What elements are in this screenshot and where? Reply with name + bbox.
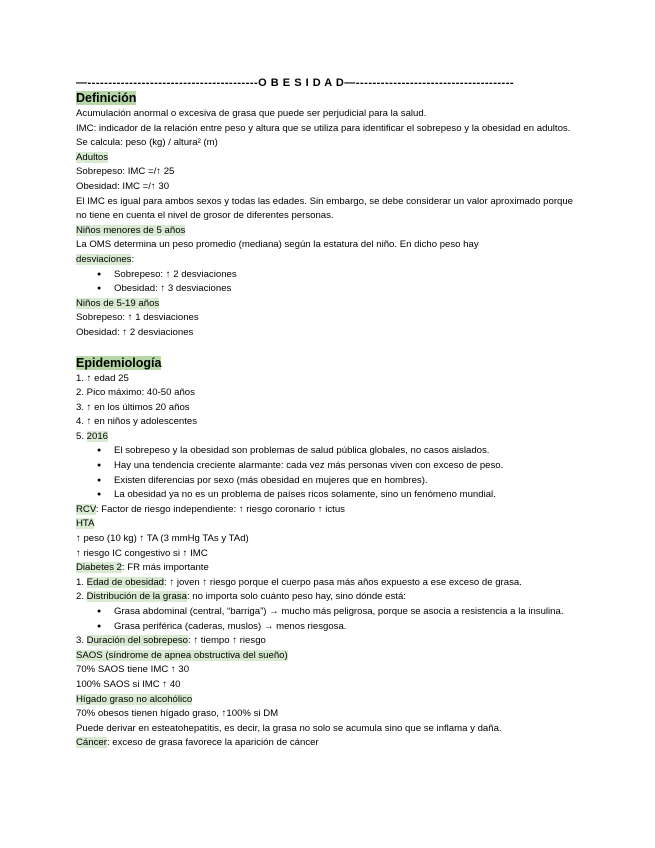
subheading-saos: SAOS (síndrome de apnea obstructiva del sueño): [76, 649, 288, 661]
list-item: 5. 2016: [76, 430, 109, 442]
highlight-distribucion-grasa: Distribución de la grasa: [86, 591, 187, 603]
subheading-adultos: Adultos: [76, 151, 108, 163]
list-item: ● Hay una tendencia creciente alarmante: cada vez más personas viven con exceso de peso.: [114, 459, 581, 474]
subheading-hta: HTA: [76, 518, 95, 530]
paragraph-imc: IMC: indicador de la relación entre peso y altura que se utiliza para identificar el sobrepeso y la obesidad en adultos. Se calcula: peso (kg) / altura² (m): [76, 122, 571, 149]
text-line: Sobrepeso: ↑ 1 desviaciones: [76, 312, 199, 324]
text-line: ↑ peso (10 kg) ↑ TA (3 mmHg TAs y TAd): [76, 533, 249, 545]
bullet-list: [76, 268, 581, 297]
list-item: ● Grasa periférica (caderas, muslos) → menos riesgosa.: [114, 620, 581, 635]
list-item: ● Grasa abdominal (central, “barriga”) → mucho más peligrosa, porque se asocia a resistencia a la insulina.: [114, 605, 581, 620]
list-item: 2. Pico máximo: 40-50 años: [76, 387, 195, 399]
bullet-list: [76, 605, 581, 634]
text-line: 70% SAOS tiene IMC ↑ 30: [76, 664, 190, 676]
text-line: Obesidad: IMC =/↑ 30: [76, 180, 170, 192]
text-line: 70% obesos tienen hígado graso, ↑100% si DM: [76, 708, 279, 720]
list-item: ● Sobrepeso: ↑ 2 desviaciones: [114, 268, 581, 283]
text-line: ↑ riesgo IC congestivo si ↑ IMC: [76, 547, 208, 559]
highlight-year: 2016: [86, 430, 109, 442]
list-item: 1. ↑ edad 25: [76, 372, 129, 384]
text-line: Sobrepeso: IMC =/↑ 25: [76, 166, 175, 178]
subheading-higado-graso: Hígado graso no alcohólico: [76, 693, 193, 705]
highlight-duracion-sobrepeso: Duración del sobrepeso: [86, 635, 189, 647]
list-item: ● La obesidad ya no es un problema de países ricos solamente, sino un fenómeno mundial.: [114, 488, 581, 503]
list-item: 4. ↑ en niños y adolescentes: [76, 416, 198, 428]
list-item: ● Obesidad: ↑ 3 desviaciones: [114, 282, 581, 297]
list-item: ● El sobrepeso y la obesidad son problemas de salud pública globales, no casos aislados.: [114, 444, 581, 459]
subheading-ninos-5-19: Niños de 5-19 años: [76, 297, 160, 309]
text-line: 100% SAOS si IMC ↑ 40: [76, 678, 181, 690]
document-title: —-----------------------------------------O B E S I D A D—--------------------------------------: [76, 77, 515, 89]
highlight-desviaciones: desviaciones: [76, 253, 132, 265]
text-line: La OMS determina un peso promedio (mediana) según la estatura del niño. En dicho peso hay: [76, 239, 479, 251]
bullet-list: [76, 444, 581, 502]
highlight-rcv: RCV: [76, 503, 96, 515]
paragraph: El IMC es igual para ambos sexos y todas las edades. Sin embargo, se debe considerar un valor aproximado porque no tiene en cuenta el nivel de grosor de diferentes personas.: [76, 195, 574, 222]
highlight-cancer: Cáncer: [76, 737, 107, 749]
subheading-ninos-menores-5: Niños menores de 5 años: [76, 224, 186, 236]
highlight-diabetes: Diabetes 2: [76, 562, 122, 574]
paragraph: Acumulación anormal o excesiva de grasa que puede ser perjudicial para la salud.: [76, 108, 427, 119]
text-line: Obesidad: ↑ 2 desviaciones: [76, 326, 194, 338]
document-page: —-----------------------------------------O B E S I D A D—-------------------------------------- Definición Acumulación anormal o excesiva de grasa que puede ser perjudicial para la salud. IMC: indicador de la relación entre peso y altura que se utiliza para identificar el sobrepeso y la obesidad en adultos. Se calcula: peso (kg) / altura² (m) Adultos Sobrepeso: IMC =/↑ 25 Obesidad: IMC =/↑ 30 El IMC es igual para ambos sexos y todas las edades. Sin embargo, se debe considerar un valor aproximado porque no tiene en cuenta el nivel de grosor de diferentes personas. Niños menores de 5 años La OMS determina un peso promedio (mediana) según la estatura del niño. En dicho peso hay desviaciones: ● Sobrepeso: ↑ 2 desviaciones ● Obesidad: ↑ 3 desviaciones Niños de 5-19 años Sobrepeso: ↑ 1 desviaciones Obesidad: ↑ 2 desviaciones Epidemiología 1. ↑ edad 25 2. Pico máximo: 40-50 años 3. ↑ en los últimos 20 años 4. ↑ en niños y adolescentes 5. 2016 ● El sobrepeso y la obesidad son problemas de salud pública globales, no casos aislados. ● Hay una tendencia creciente alarmante: cada vez más personas viven con exceso de peso. ● Existen diferencias por sexo (más obesidad en mujeres que en hombres). ● La obesidad ya no es un problema de países ricos solamente, sino un fenómeno mundial. RCV: Factor de riesgo independiente: ↑ riesgo coronario ↑ ictus HTA ↑ peso (10 kg) ↑ TA (3 mmHg TAs y TAd) ↑ riesgo IC congestivo si ↑ IMC Diabetes 2: FR más importante 1. Edad de obesidad: ↑ joven ↑ riesgo porque el cuerpo pasa más años expuesto a ese exceso de grasa. 2. Distribución de la grasa: no importa solo cuánto peso hay, sino dónde está: ● Grasa abdominal (central, “barriga”) → mucho más peligrosa, porque se asocia a resistencia a la insulina. ● Grasa periférica (caderas, muslos) → menos riesgosa. 3. Duración del sobrepeso: ↑ tiempo ↑ riesgo SAOS (síndrome de apnea obstructiva del sueño) 70% SAOS tiene IMC ↑ 30 100% SAOS si IMC ↑ 40 Hígado graso no alcohólico 70% obesos tienen hígado graso, ↑100% si DM Puede derivar en esteatohepatitis, es decir, la grasa no solo se acumula sino que se inflama y daña. Cáncer: exceso de grasa favorece la aparición de cáncer: [76, 76, 581, 751]
highlight-edad-obesidad: Edad de obesidad: [86, 576, 165, 588]
list-item: ● Existen diferencias por sexo (más obesidad en mujeres que en hombres).: [114, 474, 581, 489]
text-line: Puede derivar en esteatohepatitis, es decir, la grasa no solo se acumula sino que se inflama y daña.: [76, 722, 502, 734]
section-heading-definicion: Definición: [76, 91, 137, 105]
list-item: 3. ↑ en los últimos 20 años: [76, 401, 190, 413]
section-heading-epidemiologia: Epidemiología: [76, 355, 162, 370]
